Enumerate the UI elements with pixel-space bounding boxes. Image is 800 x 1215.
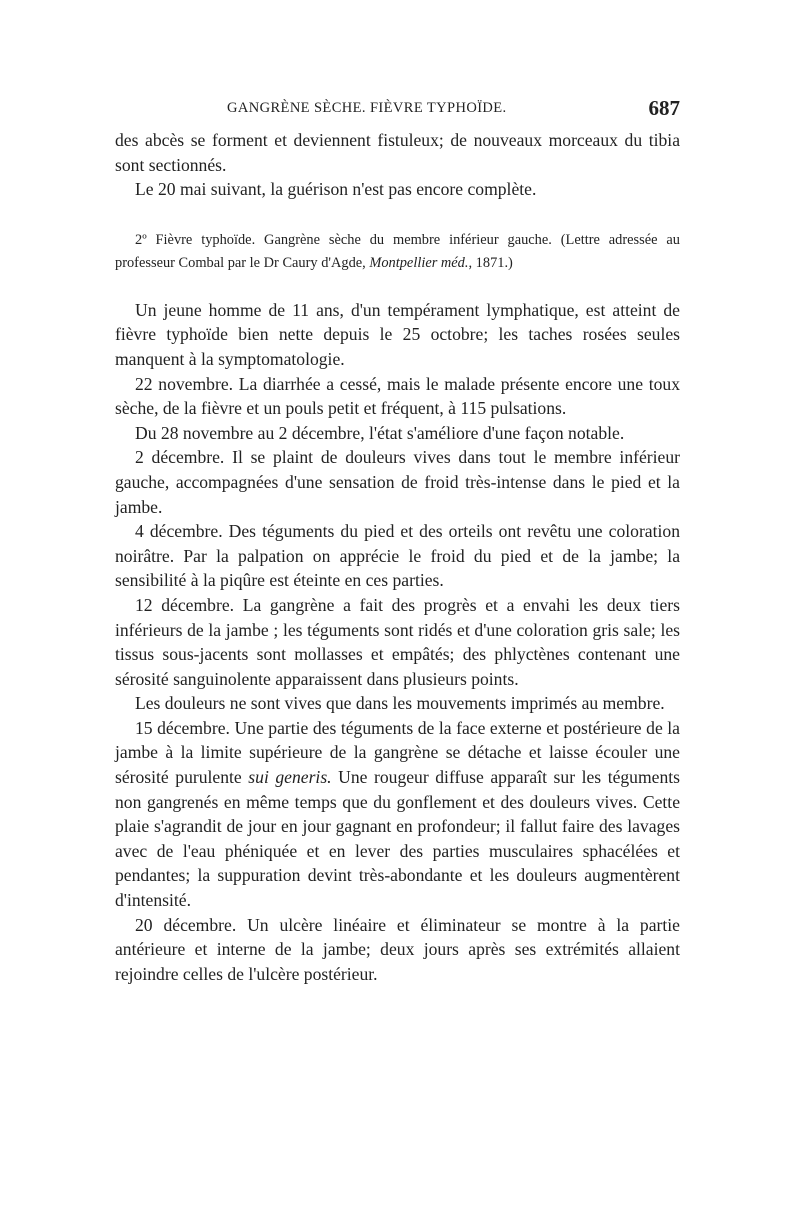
case-paragraph: 22 novembre. La diarrhée a cessé, mais le malade présente encore une toux sèche, de la fièvre et un pouls petit et fréquent, à 115 pulsations. xyxy=(115,373,680,419)
page-header xyxy=(115,96,680,122)
page-number: 687 xyxy=(648,96,680,120)
latin-phrase: sui generis. xyxy=(248,767,332,788)
case-citation xyxy=(115,229,680,275)
case-paragraph: Un jeune homme de 11 ans, d'un tempérament lymphatique, est atteint de fièvre typhoïde bien nette depuis le 25 octobre; les taches rosées seules manquent à la symptomatologie. xyxy=(115,299,680,369)
paragraph-healing: Le 20 mai suivant, la guérison n'est pas encore complète. xyxy=(135,179,537,200)
running-title: GANGRÈNE SÈCHE. FIÈVRE TYPHOÏDE. xyxy=(227,100,507,116)
case-paragraph: 20 décembre. Un ulcère linéaire et éliminateur se montre à la partie antérieure et interne de la jambe; deux jours après ses extrémités allaient rejoindre celles de l'ulcère postérieur. xyxy=(115,914,680,984)
case-paragraph: 4 décembre. Des téguments du pied et des orteils ont revêtu une coloration noirâtre. Par la palpation on apprécie le froid du pied et de la jambe; la sensibilité à la piqûre est éteinte en ces parties. xyxy=(115,521,680,591)
citation-text xyxy=(115,229,680,275)
case-paragraph: 12 décembre. La gangrène a fait des progrès et a envahi les deux tiers inférieurs de la jambe ; les téguments sont ridés et d'une coloration gris sale; les tissus sous-jacents sont mollasses et empâtés; des phlyctènes contenant une sérosité sanguinolente apparaissent dans plusieurs points. xyxy=(115,594,680,689)
citation-main: 2º Fièvre typhoïde. Gangrène sèche du membre inférieur gauche. (Lettre adressée au professeur Combal par le Dr Caury d'Agde, xyxy=(115,231,680,271)
paragraph-continued: des abcès se forment et deviennent fistuleux; de nouveaux morceaux du tibia sont sectionnés. xyxy=(115,130,680,175)
citation-journal: Montpellier méd. xyxy=(369,254,469,271)
case-paragraph: Les douleurs ne sont vives que dans les mouvements imprimés au membre. xyxy=(135,693,665,714)
case-paragraph-end: Une rougeur diffuse apparaît sur les téguments non gangrenés en même temps que du gonflement et des douleurs vives. Cette plaie s'agrandit de jour en jour gagnant en profondeur; il fallut faire des lavages avec de l'eau phéniquée et en lever des parties musculaires sphacélées et pendantes; la suppuration devint très-abondante et les douleurs augmentèrent d'intensité. xyxy=(115,767,681,911)
case-paragraph: Du 28 novembre au 2 décembre, l'état s'améliore d'une façon notable. xyxy=(135,422,625,443)
page-body xyxy=(115,128,680,986)
case-paragraph: 2 décembre. Il se plaint de douleurs vives dans tout le membre inférieur gauche, accompagnées d'une sensation de froid très-intense dans le pied et la jambe. xyxy=(115,447,680,517)
case-paragraph xyxy=(115,716,680,913)
citation-year: , 1871.) xyxy=(468,254,513,271)
case-paragraph-start: 15 décembre. Une partie des téguments de la face externe et postérieure de la jambe à la limite supérieure de la gangrène se détache et laisse écouler une sérosité purulente xyxy=(115,717,680,788)
